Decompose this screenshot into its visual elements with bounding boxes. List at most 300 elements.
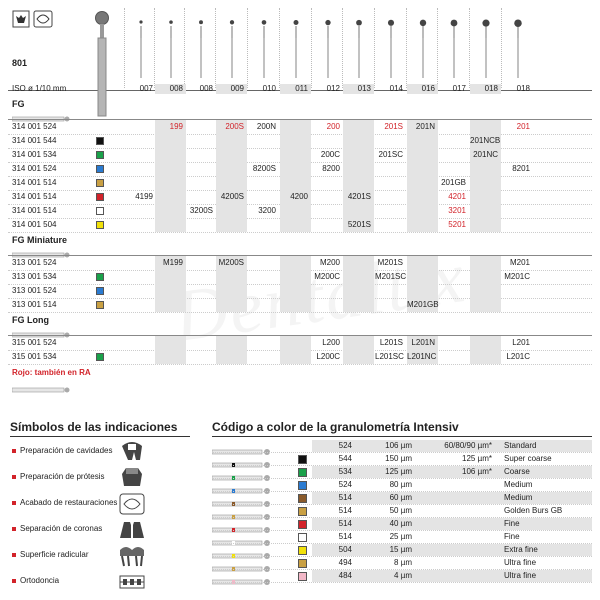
group-title: FG [12, 99, 25, 109]
table-cell: 200S [216, 120, 247, 134]
table-cell [470, 190, 501, 204]
table-cell [438, 162, 469, 176]
grit-color-swatch [298, 455, 307, 464]
table-cell [125, 350, 156, 364]
table-cell [280, 256, 311, 270]
table-cell [248, 350, 279, 364]
table-cell [375, 284, 406, 298]
table-cell [375, 204, 406, 218]
group-title: FG Long [12, 315, 49, 325]
bur-silhouette [133, 8, 149, 80]
reference-number: 314 001 514 [12, 192, 57, 201]
table-cell [280, 162, 311, 176]
bur-silhouette [446, 8, 462, 80]
table-cell: 200N [256, 122, 276, 131]
table-cell [155, 176, 186, 190]
table-cell [155, 148, 186, 162]
footnote-red: Rojo: también en RA [12, 368, 91, 377]
color-swatch [96, 221, 104, 229]
table-cell [185, 256, 216, 270]
table-cell [125, 134, 156, 148]
table-cell [248, 176, 279, 190]
grit-row-rule [212, 478, 592, 479]
reference-number: 314 001 524 [12, 164, 57, 173]
table-cell [407, 176, 438, 190]
size-header: 014 [389, 84, 403, 93]
bur-shank-icon [212, 521, 274, 529]
grit-name: Golden Burs GB [504, 506, 563, 515]
table-cell [502, 284, 533, 298]
table-cell [470, 218, 501, 232]
table-cell [502, 204, 533, 218]
table-cell [312, 176, 343, 190]
table-cell [185, 336, 216, 350]
table-cell: 4200S [216, 190, 247, 204]
table-cell: L201SC [375, 352, 404, 361]
table-cell [312, 284, 343, 298]
grit-color-swatch [298, 494, 307, 503]
table-cell [216, 218, 247, 232]
table-cell [125, 270, 156, 284]
column-divider [184, 8, 185, 88]
table-cell [248, 284, 279, 298]
table-cell: 8201 [512, 164, 530, 173]
grit-name: Medium [504, 480, 533, 489]
table-cell [343, 298, 374, 312]
symbol-label: Separación de coronas [20, 524, 103, 533]
bur-silhouette [224, 8, 240, 80]
table-cell [248, 148, 279, 162]
table-cell [125, 336, 156, 350]
reference-number: 314 001 504 [12, 220, 57, 229]
table-cell: L200C [316, 352, 340, 361]
table-cell [125, 256, 156, 270]
table-cell: 5201 [448, 220, 466, 229]
table-cell [312, 298, 343, 312]
reference-number: 314 001 544 [12, 136, 57, 145]
table-cell [280, 120, 311, 134]
table-cell [438, 256, 469, 270]
size-header: 018 [516, 84, 530, 93]
column-divider [124, 8, 125, 88]
root-surface-icon [118, 542, 146, 568]
grit-name: Super coarse [504, 454, 552, 463]
table-cell [155, 162, 186, 176]
bullet [12, 527, 16, 531]
grit-title: Código a color de la granulometría Intensiv [212, 420, 459, 434]
table-cell [185, 134, 216, 148]
grit-size: 40 µm [389, 519, 412, 528]
table-cell [407, 204, 438, 218]
table-cell [155, 204, 186, 218]
table-cell [343, 270, 374, 284]
size-header: 007 [139, 84, 153, 93]
table-cell [470, 284, 501, 298]
size-header: 012 [326, 84, 340, 93]
table-cell [343, 148, 374, 162]
size-header: 016 [407, 84, 438, 94]
table-cell [248, 256, 279, 270]
table-cell: L201NC [407, 350, 438, 364]
bullet [12, 475, 16, 479]
table-cell: 201 [516, 122, 530, 131]
size-header: 009 [216, 84, 247, 94]
bur-shank-icon [212, 469, 274, 477]
size-header: 013 [343, 84, 374, 94]
grit-name: Extra fine [504, 545, 538, 554]
grit-size: 15 µm [389, 545, 412, 554]
table-cell [248, 218, 279, 232]
grit-color-swatch [298, 507, 307, 516]
tooth-cavity-icon [118, 438, 146, 464]
grit-extra: 125 µm* [462, 454, 492, 463]
column-divider [311, 8, 312, 88]
bur-shank-icon [212, 456, 274, 464]
table-cell [185, 350, 216, 364]
grit-color-swatch [298, 559, 307, 568]
size-header: 011 [280, 84, 311, 94]
table-cell: 4200 [280, 190, 311, 204]
color-swatch [96, 165, 104, 173]
grit-color-swatch [298, 481, 307, 490]
table-cell [407, 218, 438, 232]
color-swatch [96, 353, 104, 361]
table-cell [248, 298, 279, 312]
symbols-title: Símbolos de las indicaciones [10, 420, 178, 434]
bur-shank-icon [212, 573, 274, 581]
table-cell: M201 [509, 258, 530, 267]
shank-icon [12, 245, 72, 251]
table-cell [502, 218, 533, 232]
bur-silhouette [193, 8, 209, 80]
table-cell: M201GB [407, 298, 438, 312]
table-cell [280, 134, 311, 148]
table-cell: M200S [216, 256, 247, 270]
reference-number: 313 001 514 [12, 300, 57, 309]
reference-number: 315 001 524 [12, 338, 57, 347]
table-cell [155, 336, 186, 350]
table-cell [125, 218, 156, 232]
table-cell [343, 336, 374, 350]
bur-silhouette [288, 8, 304, 80]
table-cell: 201N [407, 120, 438, 134]
orthodontic-brackets-icon [118, 568, 146, 594]
column-divider [469, 8, 470, 88]
table-cell [502, 134, 533, 148]
table-cell [470, 120, 501, 134]
table-cell [155, 190, 186, 204]
color-swatch [96, 137, 104, 145]
grit-name: Coarse [504, 467, 530, 476]
bur-shank-icon [212, 495, 274, 503]
grit-row-rule [212, 582, 592, 583]
grit-name: Fine [504, 519, 520, 528]
grit-row-rule [212, 452, 592, 453]
table-cell [216, 148, 247, 162]
table-cell [280, 284, 311, 298]
column-divider [374, 8, 375, 88]
table-cell: 200C [320, 150, 340, 159]
table-cell [155, 298, 186, 312]
column-divider [501, 8, 502, 88]
size-header: 010 [262, 84, 276, 93]
table-cell: M201S [377, 258, 403, 267]
table-cell [375, 218, 406, 232]
bullet [12, 553, 16, 557]
table-cell: 199 [155, 120, 186, 134]
table-cell [155, 218, 186, 232]
grit-color-swatch [298, 572, 307, 581]
table-cell [502, 176, 533, 190]
size-header: 008 [155, 84, 186, 94]
table-cell: 5201S [343, 218, 374, 232]
table-cell: L201C [506, 352, 530, 361]
grit-code: 484 [338, 571, 352, 580]
restoration-finishing-icon [118, 490, 146, 516]
table-cell: 200 [326, 122, 340, 131]
table-cell [438, 134, 469, 148]
row-rule [8, 312, 592, 313]
color-swatch [96, 273, 104, 281]
table-cell [280, 176, 311, 190]
column-divider [154, 8, 155, 88]
table-cell [185, 190, 216, 204]
row-rule [8, 364, 592, 365]
symbol-label: Preparación de prótesis [20, 472, 105, 481]
table-cell [407, 256, 438, 270]
table-cell: 3201 [448, 206, 466, 215]
grit-row-bg [312, 518, 592, 530]
reference-number: 313 001 534 [12, 272, 57, 281]
prosthesis-crown-icon [118, 464, 146, 490]
symbol-label: Superficie radicular [20, 550, 89, 559]
grit-size: 150 µm [385, 454, 412, 463]
grit-code: 514 [338, 506, 352, 515]
table-cell [438, 336, 469, 350]
table-cell: 4199 [135, 192, 153, 201]
table-cell: 201S [384, 122, 403, 131]
color-swatch [96, 207, 104, 215]
bur-silhouette [510, 8, 526, 80]
table-cell [375, 134, 406, 148]
grit-row-bg [312, 570, 592, 582]
table-cell [185, 298, 216, 312]
bur-shank-icon [212, 482, 274, 490]
grit-rule [212, 436, 592, 437]
color-swatch [96, 287, 104, 295]
table-cell [470, 176, 501, 190]
table-cell: 8200 [322, 164, 340, 173]
table-cell: 4201 [448, 192, 466, 201]
table-cell [216, 134, 247, 148]
bur-silhouette [256, 8, 272, 80]
table-cell: M201SC [375, 272, 407, 281]
symbols-rule [10, 436, 190, 437]
table-cell [216, 336, 247, 350]
model-number: 801 [12, 58, 28, 68]
table-cell: 4201S [343, 190, 374, 204]
column-divider [406, 8, 407, 88]
grit-code: 494 [338, 558, 352, 567]
table-cell [343, 350, 374, 364]
reference-number: 313 001 524 [12, 286, 57, 295]
grit-name: Ultra fine [504, 571, 537, 580]
table-cell [185, 120, 216, 134]
table-cell: L201S [379, 338, 403, 347]
size-header: 008 [199, 84, 213, 93]
table-cell [470, 204, 501, 218]
grit-color-swatch [298, 533, 307, 542]
column-divider [342, 8, 343, 88]
table-cell [216, 270, 247, 284]
table-cell: 3200 [258, 206, 276, 215]
shank-icon [12, 380, 72, 386]
table-cell [125, 148, 156, 162]
table-cell [502, 298, 533, 312]
table-cell: 201SC [378, 150, 403, 159]
table-cell [343, 176, 374, 190]
color-swatch [96, 301, 104, 309]
table-cell [407, 270, 438, 284]
table-cell [216, 298, 247, 312]
table-cell [155, 284, 186, 298]
grit-name: Standard [504, 441, 537, 450]
table-cell [470, 256, 501, 270]
grit-row-rule [212, 504, 592, 505]
bur-silhouette [320, 8, 336, 80]
product-icons [12, 10, 56, 28]
reference-number: 315 001 534 [12, 352, 57, 361]
grit-color-swatch [298, 468, 307, 477]
group-title: FG Miniature [12, 235, 68, 245]
grit-row-rule [212, 530, 592, 531]
table-cell [155, 270, 186, 284]
column-divider [215, 8, 216, 88]
table-cell [438, 270, 469, 284]
reference-number: 314 001 524 [12, 122, 57, 131]
table-cell [375, 162, 406, 176]
table-cell [155, 350, 186, 364]
table-cell [470, 298, 501, 312]
table-cell [248, 134, 279, 148]
bur-shank-icon [212, 443, 274, 451]
table-cell [438, 284, 469, 298]
table-cell [438, 120, 469, 134]
table-cell: 8200S [252, 164, 276, 173]
grit-size: 4 µm [394, 571, 412, 580]
grit-code: 544 [338, 454, 352, 463]
table-cell [280, 350, 311, 364]
bur-silhouette [415, 8, 431, 80]
grit-size: 106 µm [385, 441, 412, 450]
reference-number: 313 001 524 [12, 258, 57, 267]
table-cell [185, 162, 216, 176]
symbol-label: Preparación de cavidades [20, 446, 113, 455]
table-cell: M201C [504, 272, 530, 281]
shank-icon [12, 109, 72, 115]
table-cell [470, 270, 501, 284]
table-cell [312, 204, 343, 218]
table-cell [280, 298, 311, 312]
grit-code: 504 [338, 545, 352, 554]
table-cell [185, 270, 216, 284]
table-cell [125, 284, 156, 298]
table-cell [280, 148, 311, 162]
bullet [12, 501, 16, 505]
table-cell [407, 134, 438, 148]
bur-silhouette [163, 8, 179, 80]
table-cell [312, 134, 343, 148]
table-cell: 201GB [441, 178, 466, 187]
grit-code: 524 [338, 441, 352, 450]
row-rule [8, 232, 592, 233]
grit-extra: 106 µm* [462, 467, 492, 476]
table-cell [502, 148, 533, 162]
column-divider [437, 8, 438, 88]
color-swatch [96, 151, 104, 159]
table-cell [216, 204, 247, 218]
bur-shank-icon [212, 534, 274, 542]
grit-code: 514 [338, 519, 352, 528]
table-cell [185, 284, 216, 298]
table-cell [216, 176, 247, 190]
bur-shank-icon [212, 547, 274, 555]
table-cell: L201N [407, 336, 438, 350]
table-cell [185, 218, 216, 232]
grit-name: Medium [504, 493, 533, 502]
table-cell: L200 [322, 338, 340, 347]
table-cell [343, 120, 374, 134]
grit-row-bg [312, 492, 592, 504]
bur-silhouette [383, 8, 399, 80]
color-swatch [96, 179, 104, 187]
table-cell [280, 336, 311, 350]
crown-separation-icon [118, 516, 146, 542]
table-cell [280, 270, 311, 284]
iso-label: ISO ø 1/10 mm [12, 84, 67, 93]
table-cell [407, 148, 438, 162]
grit-code: 514 [338, 532, 352, 541]
bur-shank-icon [212, 508, 274, 516]
size-header: 017 [452, 84, 466, 93]
table-cell [312, 190, 343, 204]
bur-silhouette [351, 8, 367, 80]
table-cell [438, 350, 469, 364]
grit-size: 80 µm [389, 480, 412, 489]
table-cell: 201NCB [470, 134, 501, 148]
grit-name: Ultra fine [504, 558, 537, 567]
symbol-label: Ortodoncia [20, 576, 60, 585]
table-cell: 201NC [470, 148, 501, 162]
table-cell [343, 256, 374, 270]
table-cell: M199 [155, 256, 186, 270]
table-cell [470, 350, 501, 364]
grit-size: 25 µm [389, 532, 412, 541]
table-cell [185, 148, 216, 162]
table-cell [407, 284, 438, 298]
table-cell [125, 120, 156, 134]
bullet [12, 579, 16, 583]
table-cell [375, 298, 406, 312]
table-cell [185, 176, 216, 190]
grit-row-bg [312, 544, 592, 556]
grit-size: 60 µm [389, 493, 412, 502]
table-cell [125, 298, 156, 312]
grit-color-swatch [298, 546, 307, 555]
table-cell [502, 190, 533, 204]
table-cell: L201 [512, 338, 530, 347]
reference-number: 314 001 534 [12, 150, 57, 159]
